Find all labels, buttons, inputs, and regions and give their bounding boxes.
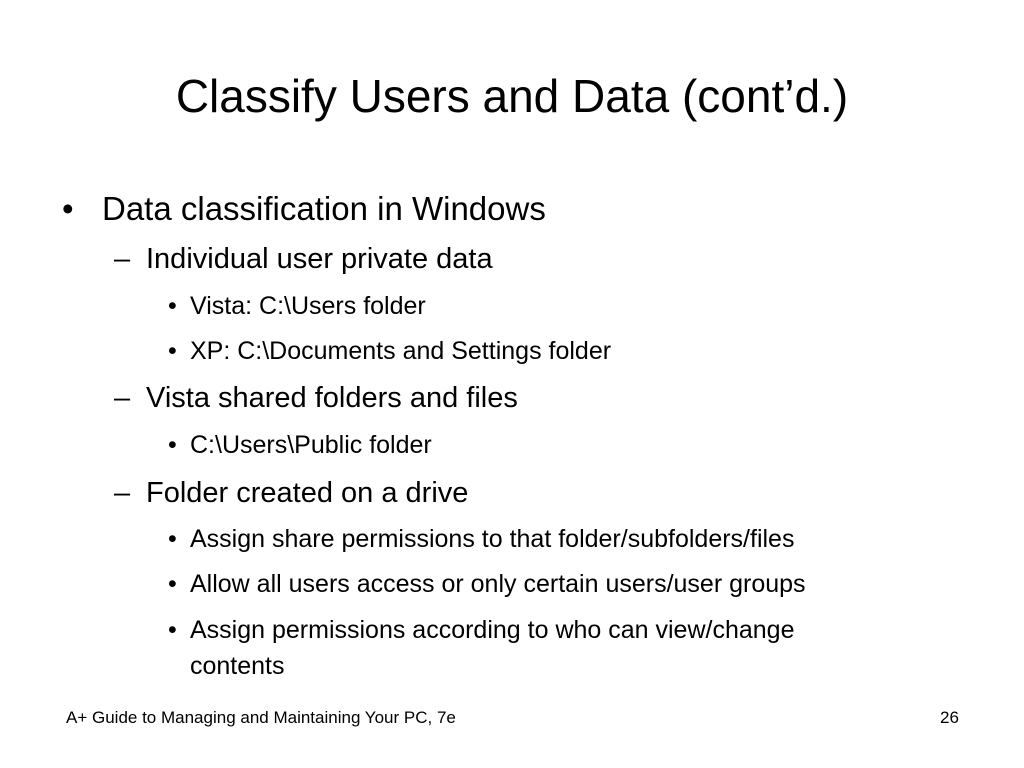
bullet-marker: • [168,431,177,459]
bullet-marker: • [168,525,177,553]
sub-sub-bullet-text: Allow all users access or only certain users/user groups [190,570,806,598]
sub-bullet-text: Individual user private data [146,243,493,275]
sub-sub-bullet-text: XP: C:\Documents and Settings folder [190,337,612,365]
bullet-marker: • [168,570,177,598]
bullet-marker: • [62,190,74,227]
sub-sub-bullet-text: Assign share permissions to that folder/subfolders/files [190,525,795,553]
footer-page-number: 26 [940,708,959,727]
sub-sub-bullet-continuation: contents [190,652,285,680]
bullet-marker: • [168,337,177,365]
sub-sub-bullet-text: C:\Users\Public folder [190,431,432,459]
sub-bullet-text: Folder created on a drive [146,477,469,509]
sub-sub-bullet-text: Vista: C:\Users folder [190,292,426,320]
bullet-marker: • [168,616,177,644]
dash-marker: – [114,477,131,509]
bullet-marker: • [168,292,177,320]
footer-book-title: A+ Guide to Managing and Maintaining Your PC, 7e [66,708,456,727]
dash-marker: – [114,243,131,275]
sub-bullet-text: Vista shared folders and files [146,382,518,414]
slide-title: Classify Users and Data (cont’d.) [175,70,849,122]
bullet-text: Data classification in Windows [102,190,546,227]
sub-sub-bullet-text: Assign permissions according to who can view/change [190,616,795,644]
dash-marker: – [114,382,131,414]
